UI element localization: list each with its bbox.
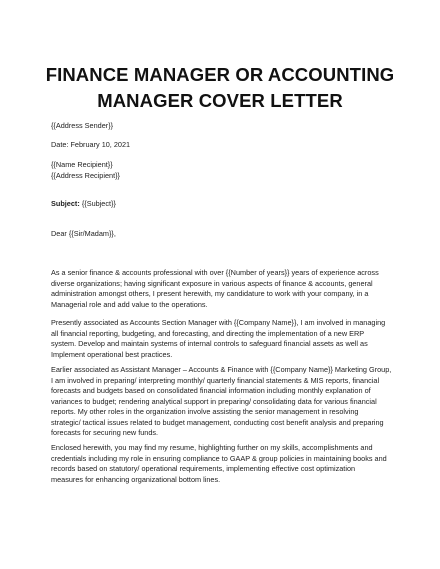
subject-label: Subject: [51,199,80,208]
paragraph-line: strategic/ tactical issues related to budget management, conducting cost benefit analysis and preparing [51,417,384,427]
paragraph-line: variances to budget; rendering analytical support in preparing/ consolidating data for various financial [51,396,377,406]
title-line: MANAGER COVER LETTER [97,90,343,111]
address-sender: {{Address Sender}} [51,121,114,130]
letter-date: Date: February 10, 2021 [51,140,131,149]
paragraph-current-role [51,318,391,360]
address-recipient: {{Address Recipient}} [51,170,120,180]
paragraph-line: forecasts for securing new funds. [51,428,159,437]
paragraph-line: system. Develop and maintain systems of internal controls to safeguard financial assets as well as [51,339,368,348]
paragraph-line: administration amongst others, I present herewith, my candidature to work with your company, in a [51,289,369,298]
paragraph-line: As a senior finance & accounts professional with over {{Number of years}} years of experience across [51,268,379,277]
paragraph-intro [51,268,391,310]
recipient-block [51,160,391,181]
paragraph-line: Implement operational best practices. [51,349,173,359]
paragraph-line: all financial reporting, budgeting, and forecasting, and directing the implementation of a new ERP [51,328,365,338]
paragraph-line: records based on statutory/ operational requirements, implementing effective cost optimization [51,464,356,473]
document-title [40,62,400,114]
paragraph-enclosure [51,443,391,485]
name-recipient: {{Name Recipient}} [51,160,113,169]
paragraph-line: Presently associated as Accounts Section Manager with {{Company Name}}, I am involved in managing [51,318,386,327]
paragraph-line: forecasts and budgets based on consolidated financial information including monthly explanation of [51,386,371,395]
paragraph-line: Earlier associated as Assistant Manager – Accounts & Finance with {{Company Name}} Marketing Group, [51,365,392,374]
paragraph-previous-role [51,365,391,439]
paragraph-line: diverse organizations; having significant exposure in various aspects of finance & accounts, general [51,278,373,288]
paragraph-line: I am involved in preparing/ interpreting monthly/ quarterly financial statements & MIS reports, financial [51,375,380,385]
title-line: FINANCE MANAGER OR ACCOUNTING [45,64,395,85]
paragraph-line: Enclosed herewith, you may find my resume, highlighting further on my skills, accomplishments and [51,443,373,452]
subject-value: {{Subject}} [79,199,116,208]
paragraph-line: Managerial role and add value to the operations. [51,299,208,309]
paragraph-line: reports. My other roles in the organization involve assisting the senior management in resolving [51,407,359,416]
paragraph-line: credentials including my role in ensuring compliance to GAAP & group policies in maintaining books and [51,453,387,463]
salutation: Dear {{Sir/Madam}}, [51,229,116,238]
paragraph-line: measures for enhancing organizational bottom lines. [51,474,221,484]
subject-line [51,199,391,210]
